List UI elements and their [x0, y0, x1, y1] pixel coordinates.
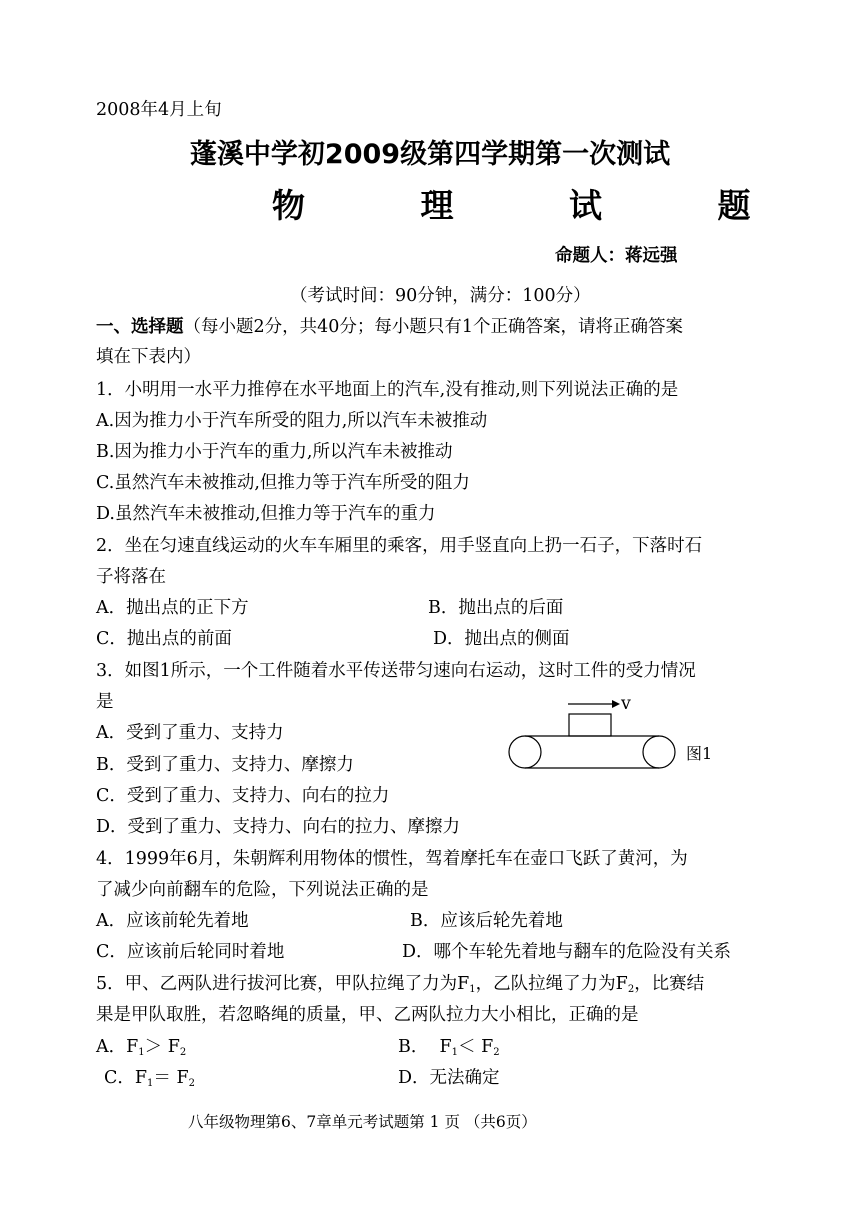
section-instruction: （每小题2分，共40分；每小题只有1个正确答案，请将正确答案	[183, 317, 684, 337]
q5-option-d: D．无法确定	[398, 1068, 500, 1088]
subscript: 1	[147, 1078, 154, 1089]
option-text: ＝ F	[153, 1068, 189, 1088]
q2-option-a: A．抛出点的正下方	[96, 598, 249, 618]
workpiece-block	[569, 714, 611, 736]
right-roller	[643, 736, 675, 768]
section-heading-line	[96, 315, 683, 339]
subscript: 1	[469, 984, 476, 995]
q1-option-c: C.虽然汽车未被推动,但推力等于汽车所受的阻力	[96, 473, 470, 493]
q1-option-d: D.虽然汽车未被推动,但推力等于汽车的重力	[96, 504, 436, 524]
q1-stem: 1．小明用一水平力推停在水平地面上的汽车,没有推动,则下列说法正确的是	[96, 380, 679, 400]
q3-option-c: C．受到了重力、支持力、向右的拉力	[96, 786, 390, 806]
subscript: 2	[493, 1047, 500, 1058]
subject-title: 物 理 试 题	[272, 186, 803, 225]
q3-stem-line2: 是	[96, 692, 114, 712]
q3-stem-line1: 3．如图1所示，一个工件随着水平传送带匀速向右运动，这时工件的受力情况	[96, 661, 696, 681]
q4-option-a: A．应该前轮先着地	[96, 911, 249, 931]
option-text: ＜ F	[458, 1037, 494, 1057]
q2-option-c: C．抛出点的前面	[96, 629, 232, 649]
author-line: 命题人：蒋远强	[555, 246, 678, 266]
section-instruction-cont: 填在下表内）	[96, 347, 201, 367]
subscript: 2	[627, 984, 635, 995]
q5-stem-text: ，比赛结	[634, 974, 705, 994]
option-text: ＞ F	[144, 1037, 180, 1057]
q4-option-b: B．应该后轮先着地	[410, 911, 563, 931]
q2-option-b: B．抛出点的后面	[428, 598, 564, 618]
option-text: A．F	[96, 1037, 139, 1057]
subscript: 1	[138, 1047, 145, 1058]
section-heading: 一、选择题	[96, 317, 184, 337]
subscript: 2	[179, 1047, 187, 1058]
subscript: 1	[451, 1047, 459, 1058]
school-title: 蓬溪中学初2009级第四学期第一次测试	[189, 139, 671, 170]
q5-stem-text: ，乙队拉绳了力为F	[475, 974, 628, 994]
left-roller	[509, 736, 541, 768]
q4-stem-line1: 4．1999年6月，朱朝辉利用物体的惯性，驾着摩托车在壶口飞跃了黄河，为	[96, 849, 688, 869]
q5-option-b	[398, 1035, 500, 1065]
q1-option-a: A.因为推力小于汽车所受的阻力,所以汽车未被推动	[96, 411, 488, 431]
option-text: C．F	[104, 1068, 148, 1088]
q2-option-d: D．抛出点的侧面	[433, 629, 570, 649]
q4-option-c: C．应该前后轮同时着地	[96, 942, 285, 962]
figure-1-conveyor	[500, 690, 690, 780]
q3-option-d: D．受到了重力、支持力、向右的拉力、摩擦力	[96, 817, 461, 837]
figure-1-caption: 图1	[686, 744, 713, 763]
exam-date: 2008年4月上旬	[96, 100, 222, 120]
subscript: 2	[188, 1078, 196, 1089]
q5-option-c	[104, 1066, 195, 1096]
figure-velocity-label: v	[621, 694, 631, 714]
q3-option-b: B．受到了重力、支持力、摩擦力	[96, 755, 354, 775]
q2-stem-line2: 子将落在	[96, 567, 166, 587]
q4-stem-line2: 了减少向前翻车的危险，下列说法正确的是	[96, 880, 429, 900]
exam-info: （考试时间：90分钟，满分：100分）	[290, 286, 591, 306]
q5-option-a	[96, 1035, 186, 1065]
q5-stem-line2: 果是甲队取胜，若忽略绳的质量，甲、乙两队拉力大小相比，正确的是	[96, 1005, 639, 1025]
velocity-arrow-head	[612, 700, 620, 708]
q4-option-d: D．哪个车轮先着地与翻车的危险没有关系	[402, 942, 732, 962]
option-text: B． F	[398, 1037, 452, 1057]
page-footer: 八年级物理第6、7章单元考试题第 1 页 （共6页）	[188, 1113, 537, 1131]
q5-stem-text: 5．甲、乙两队进行拔河比赛，甲队拉绳了力为F	[96, 974, 470, 994]
q5-stem-line1	[96, 972, 704, 1002]
q1-option-b: B.因为推力小于汽车的重力,所以汽车未被推动	[96, 442, 453, 462]
q2-stem-line1: 2．坐在匀速直线运动的火车车厢里的乘客，用手竖直向上扔一石子，下落时石	[96, 536, 703, 556]
q3-option-a: A．受到了重力、支持力	[96, 723, 284, 743]
